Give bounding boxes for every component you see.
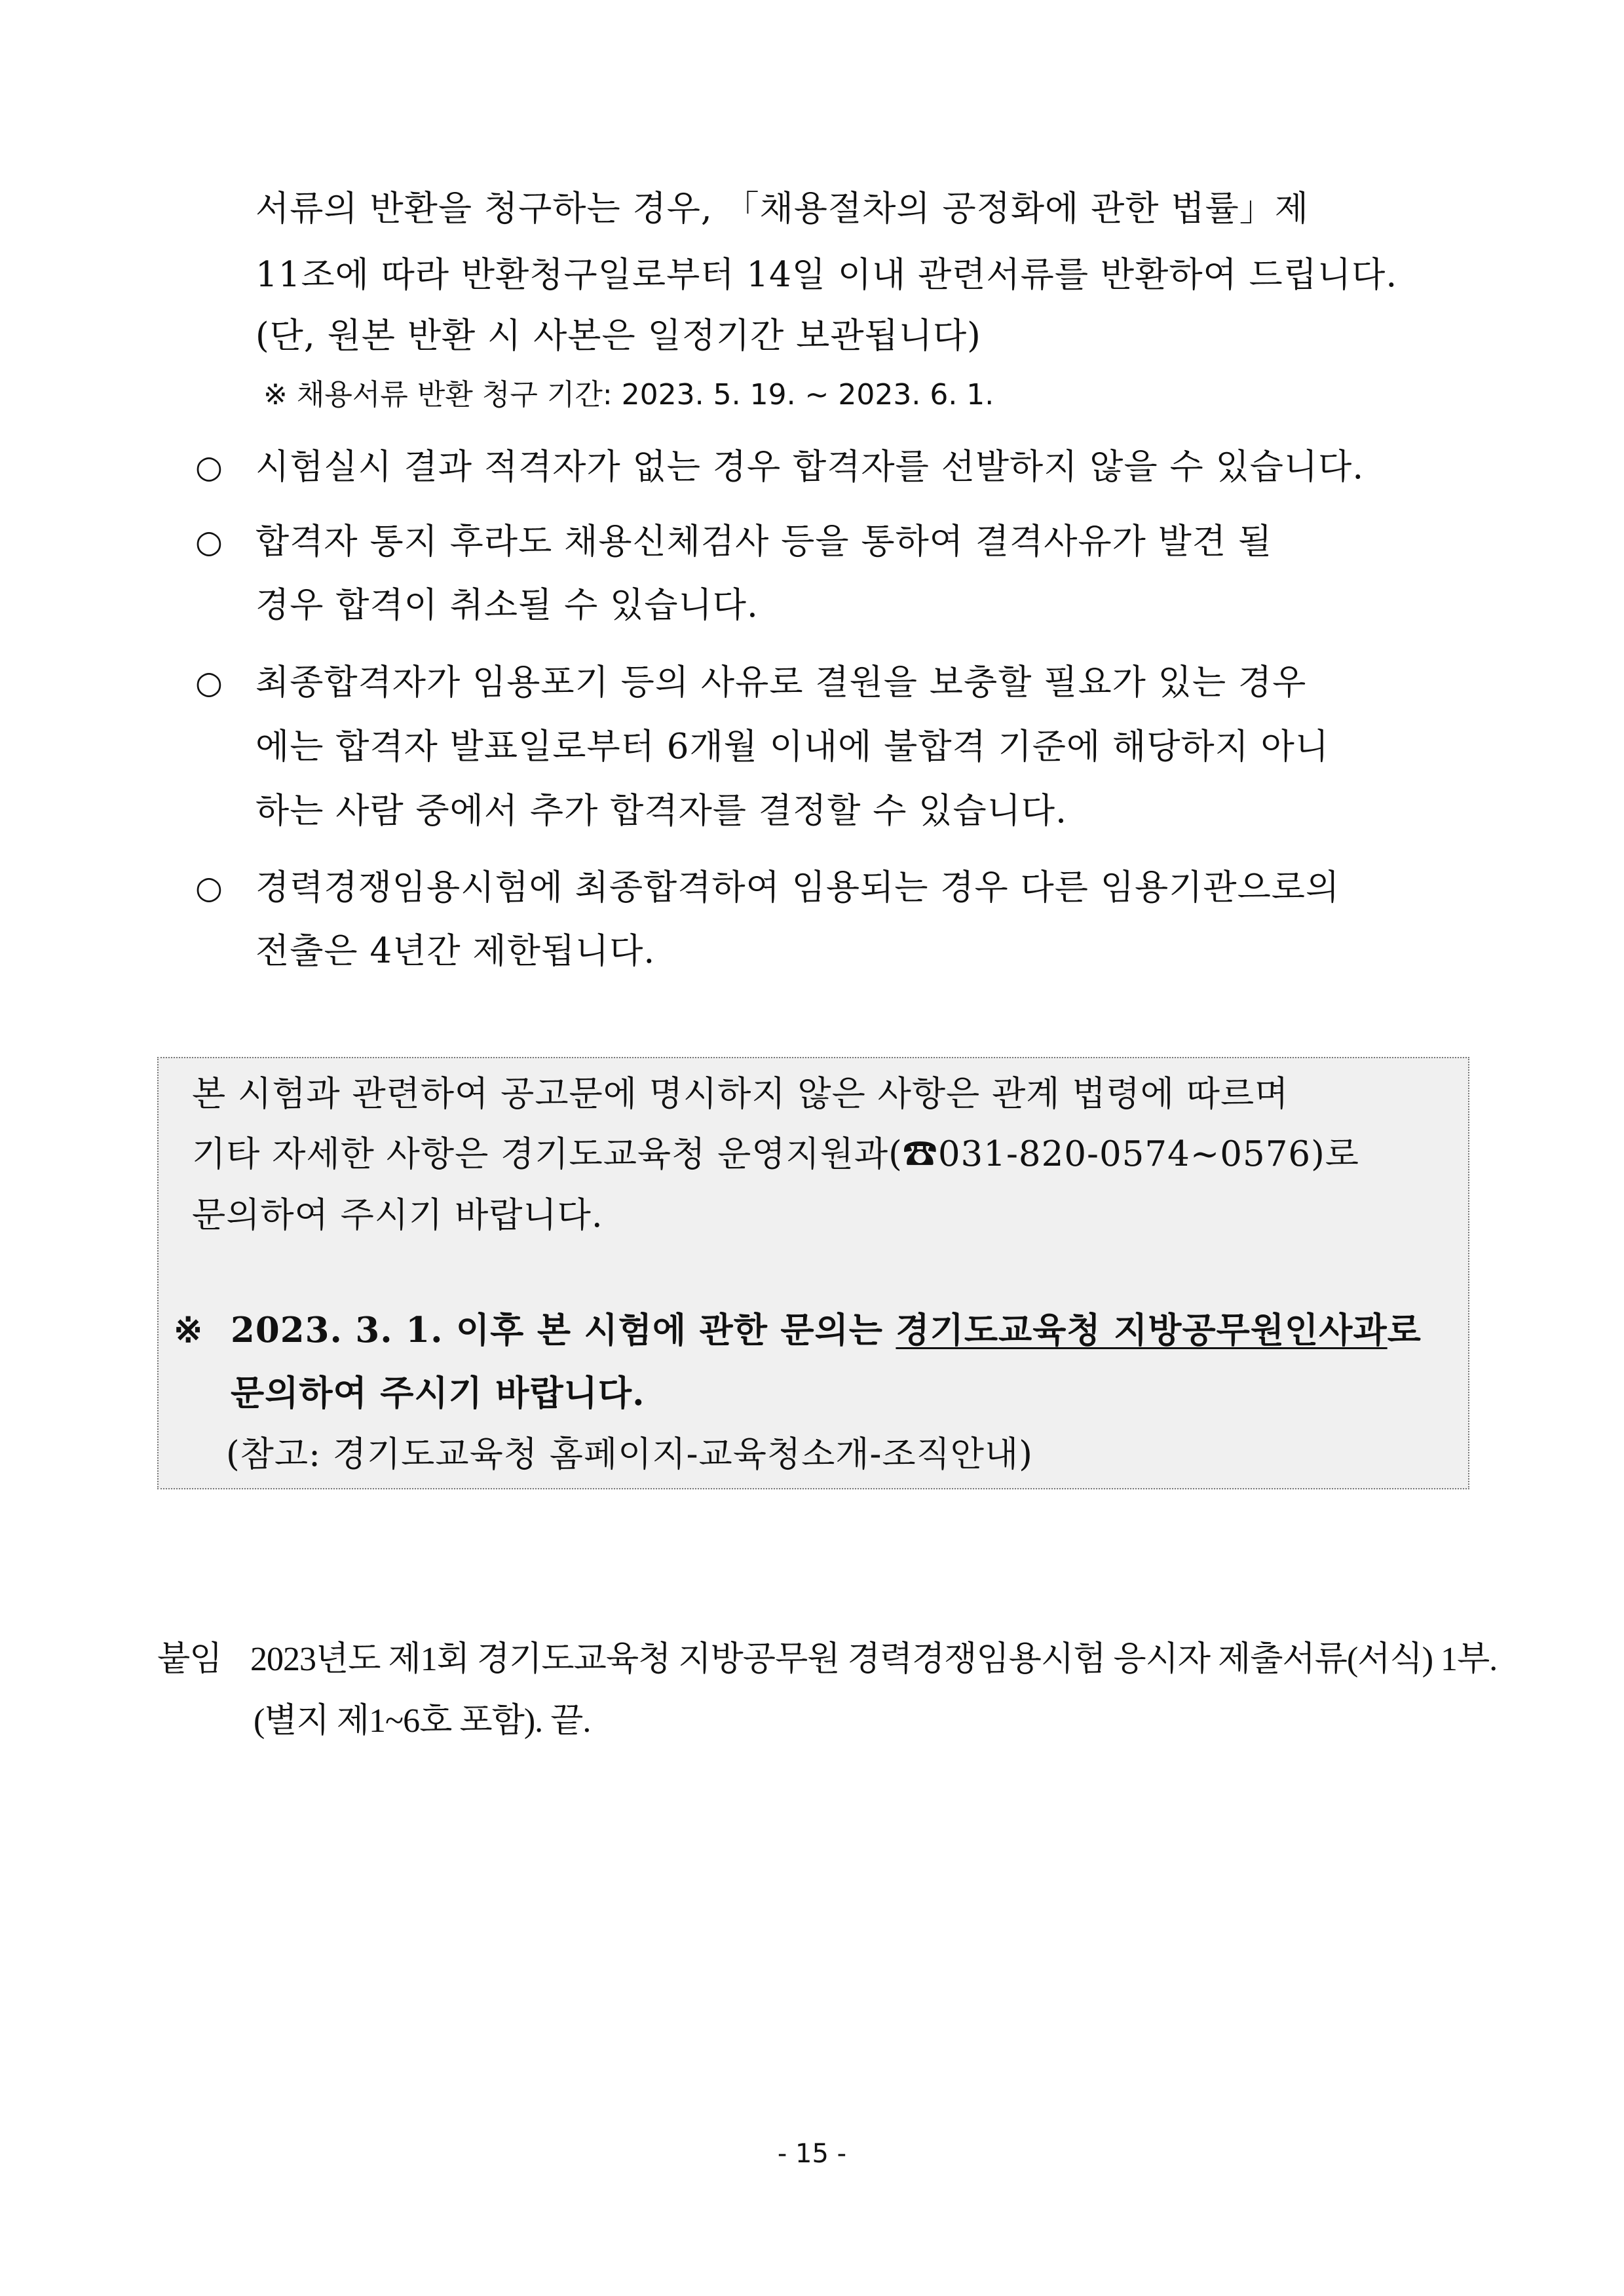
bullet-4-line-1: 경력경쟁임용시험에 최종합격하여 임용되는 경우 다른 임용기관으로의 (255, 868, 1340, 908)
bullet-4-line-2: 전출은 4년간 제한됩니다. (255, 931, 656, 971)
notice-mark: ※ (174, 1310, 204, 1350)
bullet-symbol: ○ (195, 524, 223, 560)
attachment-line-1: 2023년도 제1회 경기도교육청 지방공무원 경력경쟁임용시험 응시자 제출서류(서식) 1부. (250, 1641, 1498, 1678)
return-period-note: ※ 채용서류 반환 청구 기간: 2023. 5. 19. ~ 2023. 6. 1. (263, 378, 994, 411)
attachment-label: 붙임 (157, 1641, 222, 1678)
info-box-line-2: 기타 자세한 사항은 경기도교육청 운영지원과(☎031-820-0574~0576)로 (192, 1134, 1360, 1174)
return-notice-line-2: 11조에 따라 반환청구일로부터 14일 이내 관련서류를 반환하여 드립니다. (255, 255, 1398, 295)
bullet-3-line-1: 최종합격자가 임용포기 등의 사유로 결원을 보충할 필요가 있는 경우 (255, 662, 1307, 702)
return-notice-line-1: 서류의 반환을 청구하는 경우, 「채용절차의 공정화에 관한 법률」제 (255, 189, 1309, 229)
notice-line-1-suffix: 로 (1387, 1310, 1422, 1350)
bullet-symbol: ○ (195, 870, 223, 906)
return-notice-line-3: (단, 원본 반환 시 사본은 일정기간 보관됩니다) (255, 316, 981, 356)
bullet-2-line-1: 합격자 통지 후라도 채용신체검사 등을 통하여 결격사유가 발견 될 (255, 522, 1273, 562)
bullet-symbol: ○ (195, 664, 223, 701)
info-box (157, 1057, 1469, 1489)
bullet-1-line-1: 시험실시 결과 적격자가 없는 경우 합격자를 선발하지 않을 수 있습니다. (255, 447, 1365, 487)
info-box-line-3: 문의하여 주시기 바랍니다. (192, 1195, 603, 1235)
bullet-3-line-3: 하는 사람 중에서 추가 합격자를 결정할 수 있습니다. (255, 791, 1067, 831)
bullet-symbol: ○ (195, 449, 223, 486)
notice-department: 경기도교육청 지방공무원인사과 (896, 1310, 1388, 1350)
notice-line-1 (231, 1306, 1422, 1354)
notice-reference: (참고: 경기도교육청 홈페이지-교육청소개-조직안내) (226, 1434, 1033, 1474)
notice-line-2: 문의하여 주시기 바랍니다. (231, 1373, 645, 1413)
info-box-line-1: 본 시험과 관련하여 공고문에 명시하지 않은 사항은 관계 법령에 따르며 (192, 1074, 1289, 1114)
notice-line-1-prefix: 2023. 3. 1. 이후 본 시험에 관한 문의는 (231, 1310, 896, 1350)
attachment-line-2: (별지 제1~6호 포함). 끝. (254, 1702, 591, 1740)
page-number: - 15 - (777, 2139, 847, 2169)
bullet-2-line-2: 경우 합격이 취소될 수 있습니다. (255, 585, 759, 625)
bullet-3-line-2: 에는 합격자 발표일로부터 6개월 이내에 불합격 기준에 해당하지 아니 (255, 727, 1330, 767)
